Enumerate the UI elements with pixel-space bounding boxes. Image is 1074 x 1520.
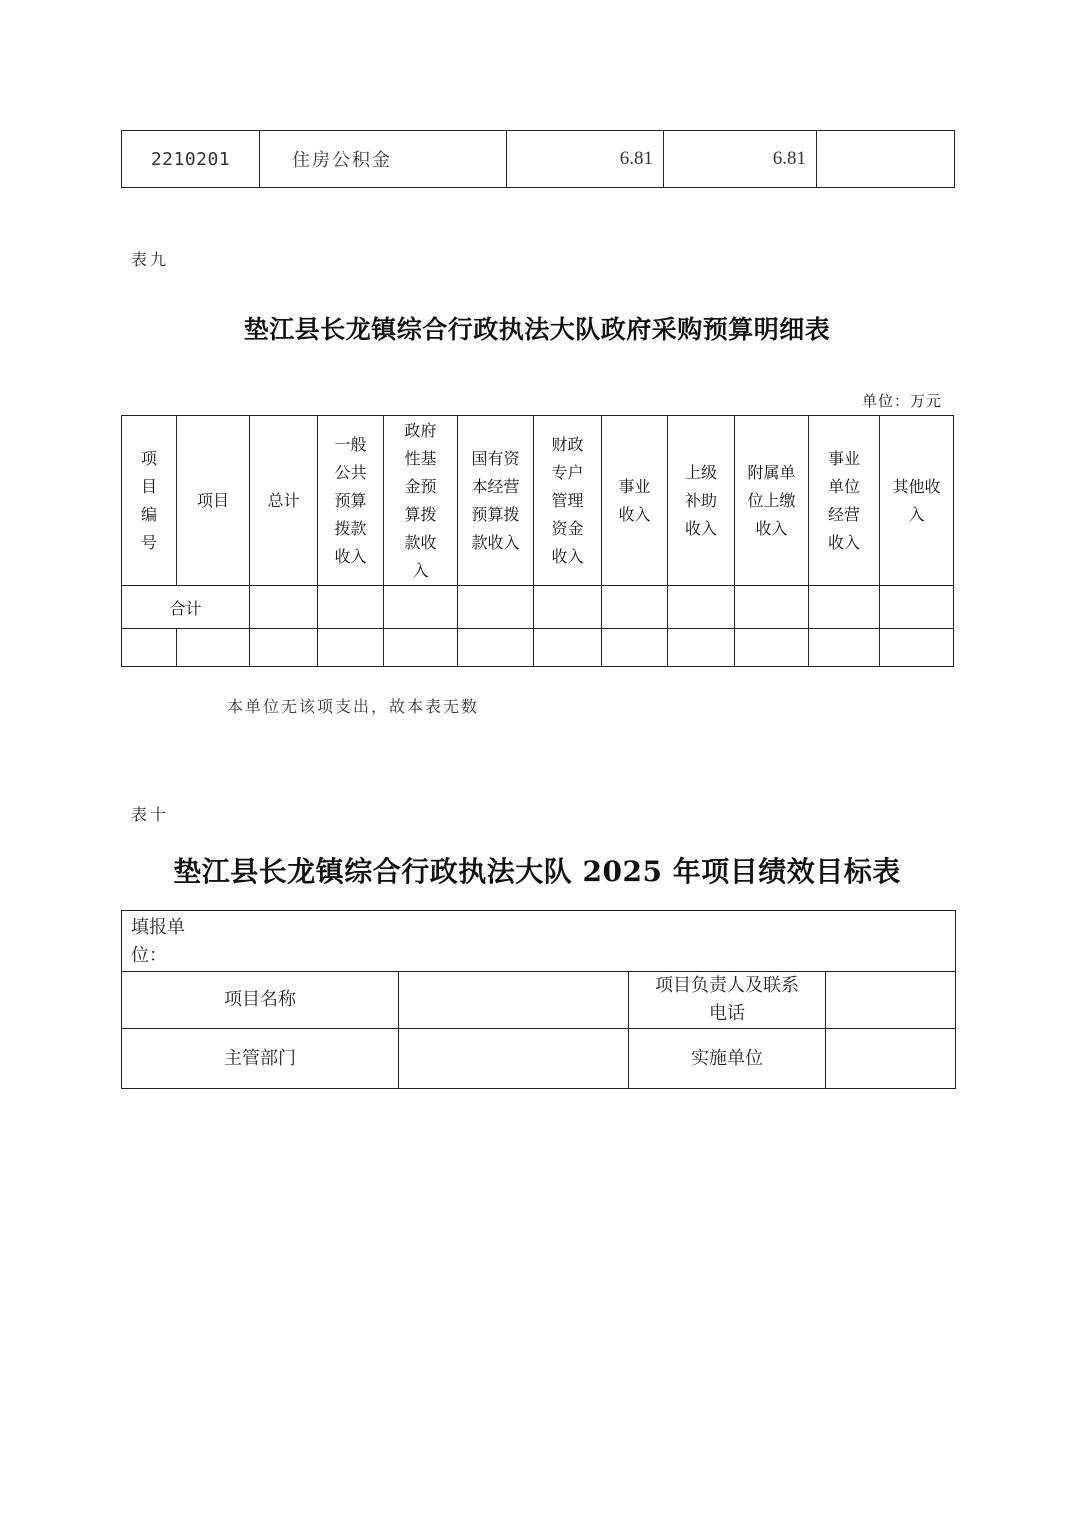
table-ten-label: 表十 (131, 805, 170, 824)
table-cell (602, 586, 668, 629)
total-row (122, 586, 954, 629)
total-label: 合计 (122, 586, 250, 629)
header-cell-2 (250, 416, 318, 586)
table-cell (880, 629, 954, 667)
table-nine-title: 垫江县长龙镇综合行政执法大队政府采购预算明细表 (243, 315, 831, 344)
table-cell (534, 586, 602, 629)
header-cell-7 (602, 416, 668, 586)
department-value (399, 1029, 629, 1089)
header-cell-10 (809, 416, 880, 586)
header-cell-0 (122, 416, 177, 586)
implementer-value (826, 1029, 956, 1089)
performance-target-table (121, 910, 956, 1089)
table-cell (458, 586, 534, 629)
header-label: 项目 (196, 490, 229, 510)
project-name-row (122, 972, 956, 1029)
table-cell (384, 586, 458, 629)
header-cell-4 (384, 416, 458, 586)
procurement-budget-table (121, 415, 954, 667)
header-row (122, 416, 954, 586)
table-cell (177, 629, 250, 667)
table-nine-label: 表九 (131, 250, 170, 269)
table-cell (250, 629, 318, 667)
table-cell (318, 586, 384, 629)
project-name-label: 项目名称 (122, 972, 399, 1029)
header-cell-11 (880, 416, 954, 586)
project-name-value (399, 972, 629, 1029)
header-label: 国有资 本经营 预算拨 款收入 (471, 448, 520, 552)
header-cell-1 (177, 416, 250, 586)
header-cell-8 (668, 416, 735, 586)
table-row (122, 131, 955, 188)
fill-unit-row (122, 911, 956, 972)
table-cell (458, 629, 534, 667)
table-cell (250, 586, 318, 629)
department-label: 主管部门 (122, 1029, 399, 1089)
header-cell-5 (458, 416, 534, 586)
header-label: 一般 公共 预算 拨款 收入 (334, 434, 367, 566)
table-cell (809, 586, 880, 629)
department-row (122, 1029, 956, 1089)
row-value-1: 6.81 (507, 131, 664, 188)
header-label: 附属单 位上缴 收入 (747, 462, 796, 538)
table-ten-title: 垫江县长龙镇综合行政执法大队 2025 年项目绩效目标表 (173, 855, 901, 888)
header-cell-6 (534, 416, 602, 586)
table-cell (880, 586, 954, 629)
table-cell (602, 629, 668, 667)
header-cell-3 (318, 416, 384, 586)
unit-label: 单位：万元 (861, 392, 942, 410)
header-label: 上级 补助 收入 (684, 462, 717, 538)
header-label: 事业 单位 经营 收入 (827, 448, 860, 552)
implementer-label: 实施单位 (629, 1029, 826, 1089)
table-cell (809, 629, 880, 667)
table-cell (122, 629, 177, 667)
contact-text: 项目负责人及联系 电话 (655, 975, 799, 1024)
header-label: 总计 (267, 490, 300, 510)
header-label: 其他收 入 (892, 476, 941, 524)
row-name: 住房公积金 (260, 131, 507, 188)
table-cell (668, 586, 735, 629)
header-label: 财政 专户 管理 资金 收入 (551, 434, 584, 566)
header-label: 事业 收入 (618, 476, 651, 524)
table-cell (534, 629, 602, 667)
row-value-3 (817, 131, 955, 188)
table-cell (668, 629, 735, 667)
contact-value (826, 972, 956, 1029)
contact-label (629, 972, 826, 1029)
fill-unit-text: 填报单 位： (131, 917, 185, 966)
fill-unit-label (122, 911, 956, 972)
no-data-note: 本单位无该项支出，故本表无数 (227, 697, 480, 716)
header-label: 项 目 编 号 (140, 448, 157, 552)
header-label: 政府 性基 金预 算拨 款收 入 (404, 420, 437, 580)
table-cell (384, 629, 458, 667)
table-cell (318, 629, 384, 667)
row-code: 2210201 (122, 131, 260, 188)
table-cell (735, 586, 809, 629)
housing-fund-row-table (121, 130, 955, 188)
table-cell (735, 629, 809, 667)
header-cell-9 (735, 416, 809, 586)
row-value-2: 6.81 (664, 131, 817, 188)
table-row (122, 629, 954, 667)
